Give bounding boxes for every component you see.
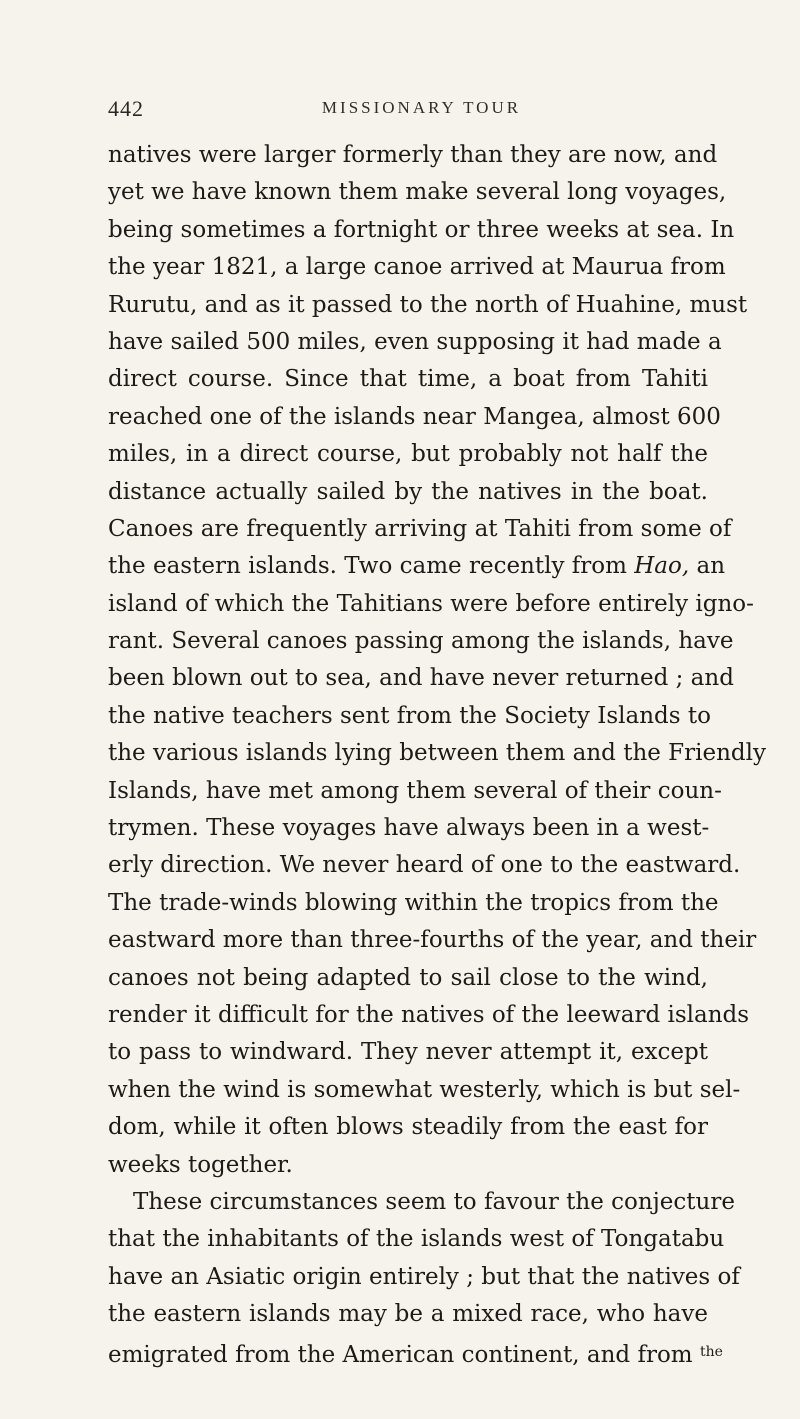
text-line: dom, while it often blows steadily from the east for	[108, 1114, 708, 1141]
running-head: MISSIONARY TOUR	[321, 98, 522, 117]
text-segment: the eastern islands. Two came recently from	[108, 553, 627, 580]
text-segment: emigrated from the American continent, and from	[108, 1341, 693, 1368]
text-line: canoes not being adapted to sail close to the wind,	[108, 964, 708, 991]
text-line: been blown out to sea, and have never returned ; and	[108, 665, 734, 692]
catchword: the	[699, 1343, 723, 1360]
text-line: island of which the Tahitians were before entirely igno-	[108, 590, 754, 617]
text-segment: an	[696, 553, 726, 580]
italic-place-name: Hao,	[634, 553, 690, 580]
text-line: the eastern islands may be a mixed race, who have	[108, 1301, 708, 1328]
text-line: natives were larger formerly than they are now, and	[108, 142, 718, 168]
text-line: the year 1821, a large canoe arrived at Maurua from	[108, 254, 726, 281]
paragraph-start-line: These circumstances seem to favour the conjecture	[133, 1188, 735, 1215]
text-line-with-catchword	[108, 1334, 723, 1371]
text-line-mixed	[108, 548, 726, 585]
text-line: The trade-winds blowing within the tropics from the	[108, 889, 719, 916]
text-line: reached one of the islands near Mangea, almost 600	[108, 403, 721, 430]
text-line: render it difficult for the natives of the leeward islands	[108, 1001, 750, 1028]
text-line: trymen. These voyages have always been in a west-	[108, 815, 710, 842]
text-line: weeks together.	[108, 1151, 293, 1178]
text-line: being sometimes a fortnight or three weeks at sea. In	[108, 216, 735, 243]
text-line: yet we have known them make several long voyages,	[108, 179, 727, 206]
text-line: the various islands lying between them and the Friendly	[108, 740, 766, 767]
text-line: that the inhabitants of the islands west of Tongatabu	[108, 1226, 725, 1253]
text-line: have sailed 500 miles, even supposing it had made a	[108, 328, 722, 355]
text-line: Islands, have met among them several of their coun-	[108, 777, 722, 804]
text-line: eastward more than three-fourths of the year, and their	[108, 927, 757, 954]
text-line: the native teachers sent from the Society Islands to	[108, 702, 711, 729]
page-number: 442	[108, 96, 144, 121]
page-header	[108, 96, 705, 126]
text-line: to pass to windward. They never attempt it, except	[108, 1039, 708, 1066]
text-line: rant. Several canoes passing among the islands, have	[108, 628, 734, 655]
text-line: when the wind is somewhat westerly, which is but sel-	[108, 1076, 741, 1103]
body-text	[108, 137, 766, 1371]
text-line: erly direction. We never heard of one to the eastward.	[108, 852, 741, 879]
text-line: have an Asiatic origin entirely ; but that the natives of	[108, 1263, 740, 1290]
text-line: direct course. Since that time, a boat from Tahiti	[108, 366, 708, 393]
text-line: miles, in a direct course, but probably not half the	[108, 441, 708, 468]
text-line: Canoes are frequently arriving at Tahiti from some of	[108, 515, 732, 542]
text-line: distance actually sailed by the natives in the boat.	[108, 478, 708, 505]
text-line: Rurutu, and as it passed to the north of Huahine, must	[108, 291, 748, 318]
